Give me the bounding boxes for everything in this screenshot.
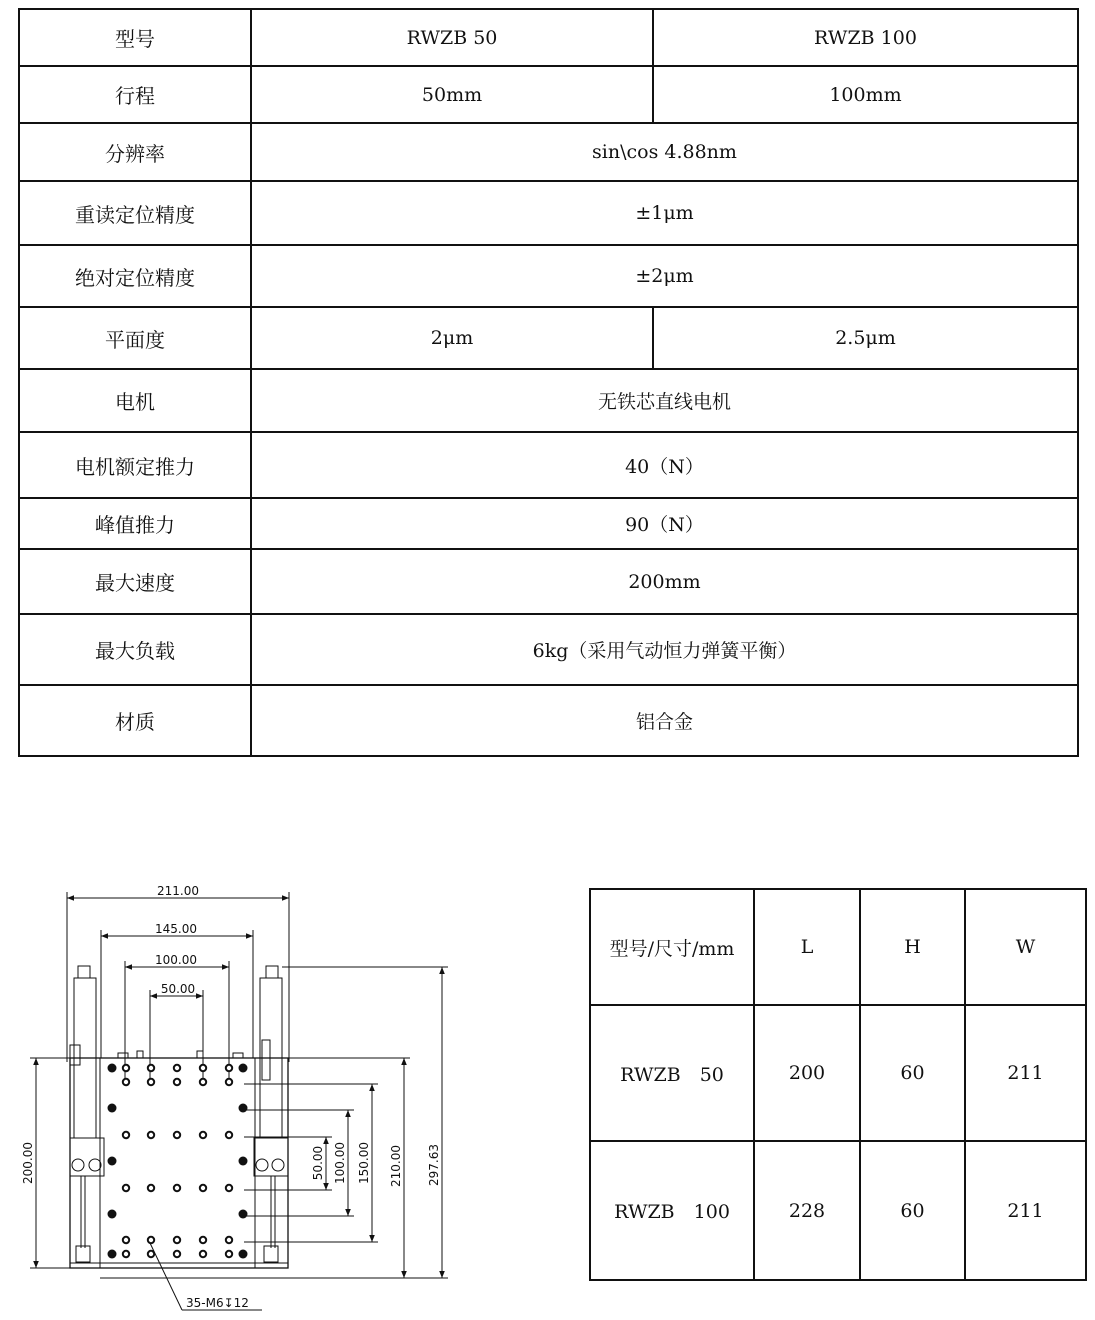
mounting-hole <box>200 1065 206 1071</box>
dim-v210: 210.00 <box>389 1145 403 1187</box>
spec-value: RWZB 50 <box>251 9 653 66</box>
spec-row-flatness <box>19 307 1078 369</box>
spec-row-material <box>19 685 1078 756</box>
dim-200: 200.00 <box>21 1142 35 1184</box>
dim-cell: 211 <box>965 1005 1086 1141</box>
mounting-holes <box>108 1064 248 1259</box>
mounting-hole <box>148 1132 154 1138</box>
spec-value: 铝合金 <box>251 685 1078 756</box>
mounting-hole <box>174 1065 180 1071</box>
spec-label: 峰值推力 <box>19 498 251 549</box>
mounting-hole <box>123 1237 129 1243</box>
dim-v50: 50.00 <box>311 1145 325 1181</box>
dimension-lines <box>30 892 448 1310</box>
mounting-hole <box>174 1251 180 1257</box>
mounting-hole <box>108 1104 117 1113</box>
dim-cell: RWZB 100 <box>590 1141 754 1280</box>
spec-value: 100mm <box>653 66 1078 123</box>
mounting-hole <box>200 1185 206 1191</box>
dim-header-l: L <box>754 889 860 1005</box>
spec-value: sin\cos 4.88nm <box>251 123 1078 181</box>
mounting-hole <box>226 1065 232 1071</box>
mounting-hole <box>200 1251 206 1257</box>
spec-value: ±2μm <box>251 245 1078 307</box>
mounting-hole <box>148 1065 154 1071</box>
technical-drawing <box>0 870 470 1315</box>
dim-cell: 200 <box>754 1005 860 1141</box>
spec-row-repeatability <box>19 181 1078 245</box>
dim-table-header <box>590 889 1086 1005</box>
dim-header-h: H <box>860 889 965 1005</box>
spec-row-accuracy <box>19 245 1078 307</box>
hole-callout: 35-M6↧12 <box>186 1296 249 1310</box>
spec-value: 6kg（采用气动恒力弹簧平衡） <box>251 614 1078 685</box>
dim-50: 50.00 <box>160 982 196 996</box>
spec-row-stroke <box>19 66 1078 123</box>
spec-row-peak-force <box>19 498 1078 549</box>
mounting-hole <box>200 1132 206 1138</box>
mounting-hole <box>123 1065 129 1071</box>
dim-cell: 228 <box>754 1141 860 1280</box>
mounting-hole <box>148 1185 154 1191</box>
spec-value: 50mm <box>251 66 653 123</box>
spec-table <box>18 8 1079 757</box>
spec-value: 无铁芯直线电机 <box>251 369 1078 432</box>
dim-cell: 60 <box>860 1005 965 1141</box>
mounting-hole <box>226 1237 232 1243</box>
spec-value: ±1μm <box>251 181 1078 245</box>
dim-100: 100.00 <box>155 953 197 967</box>
dim-v297: 297.63 <box>427 1144 441 1186</box>
spec-label: 行程 <box>19 66 251 123</box>
spec-label: 电机 <box>19 369 251 432</box>
mounting-hole <box>226 1251 232 1257</box>
mounting-hole <box>123 1185 129 1191</box>
spec-label: 绝对定位精度 <box>19 245 251 307</box>
spec-label: 电机额定推力 <box>19 432 251 498</box>
mounting-hole <box>123 1079 129 1085</box>
spec-value: 40（N） <box>251 432 1078 498</box>
dim-cell: RWZB 50 <box>590 1005 754 1141</box>
mounting-hole <box>239 1210 248 1219</box>
spec-row-motor <box>19 369 1078 432</box>
spec-value: 2μm <box>251 307 653 369</box>
spec-label: 最大负载 <box>19 614 251 685</box>
mounting-hole <box>239 1157 248 1166</box>
mounting-hole <box>239 1104 248 1113</box>
mounting-hole <box>108 1157 117 1166</box>
spec-row-resolution <box>19 123 1078 181</box>
mounting-hole <box>148 1237 154 1243</box>
dim-v150: 150.00 <box>357 1142 371 1184</box>
dim-header-model: 型号/尺寸/mm <box>590 889 754 1005</box>
spec-row-model <box>19 9 1078 66</box>
mounting-hole <box>239 1250 248 1259</box>
dim-table-row <box>590 1141 1086 1280</box>
mounting-hole <box>108 1210 117 1219</box>
spec-label: 分辨率 <box>19 123 251 181</box>
spec-label: 型号 <box>19 9 251 66</box>
mounting-hole <box>226 1079 232 1085</box>
spec-label: 平面度 <box>19 307 251 369</box>
spec-value: RWZB 100 <box>653 9 1078 66</box>
dim-v100: 100.00 <box>333 1142 347 1184</box>
spec-value: 2.5μm <box>653 307 1078 369</box>
spec-row-max-load <box>19 614 1078 685</box>
mounting-hole <box>148 1251 154 1257</box>
mounting-hole <box>123 1132 129 1138</box>
mounting-hole <box>239 1064 248 1073</box>
dim-145: 145.00 <box>155 922 197 936</box>
dim-cell: 211 <box>965 1141 1086 1280</box>
spec-row-rated-force <box>19 432 1078 498</box>
mounting-hole <box>123 1251 129 1257</box>
dim-cell: 60 <box>860 1141 965 1280</box>
spec-value: 90（N） <box>251 498 1078 549</box>
spec-row-max-speed <box>19 549 1078 614</box>
mounting-hole <box>174 1185 180 1191</box>
mounting-hole <box>200 1079 206 1085</box>
mounting-hole <box>226 1185 232 1191</box>
mounting-hole <box>108 1250 117 1259</box>
spec-label: 重读定位精度 <box>19 181 251 245</box>
spec-label: 材质 <box>19 685 251 756</box>
spec-label: 最大速度 <box>19 549 251 614</box>
dimension-table <box>589 888 1087 1281</box>
dim-header-w: W <box>965 889 1086 1005</box>
mounting-hole <box>174 1132 180 1138</box>
dim-211: 211.00 <box>157 884 199 898</box>
mounting-hole <box>108 1064 117 1073</box>
mounting-hole <box>200 1237 206 1243</box>
dim-table-row <box>590 1005 1086 1141</box>
mounting-hole <box>174 1237 180 1243</box>
mounting-hole <box>226 1132 232 1138</box>
mounting-hole <box>174 1079 180 1085</box>
mounting-hole <box>148 1079 154 1085</box>
spec-value: 200mm <box>251 549 1078 614</box>
